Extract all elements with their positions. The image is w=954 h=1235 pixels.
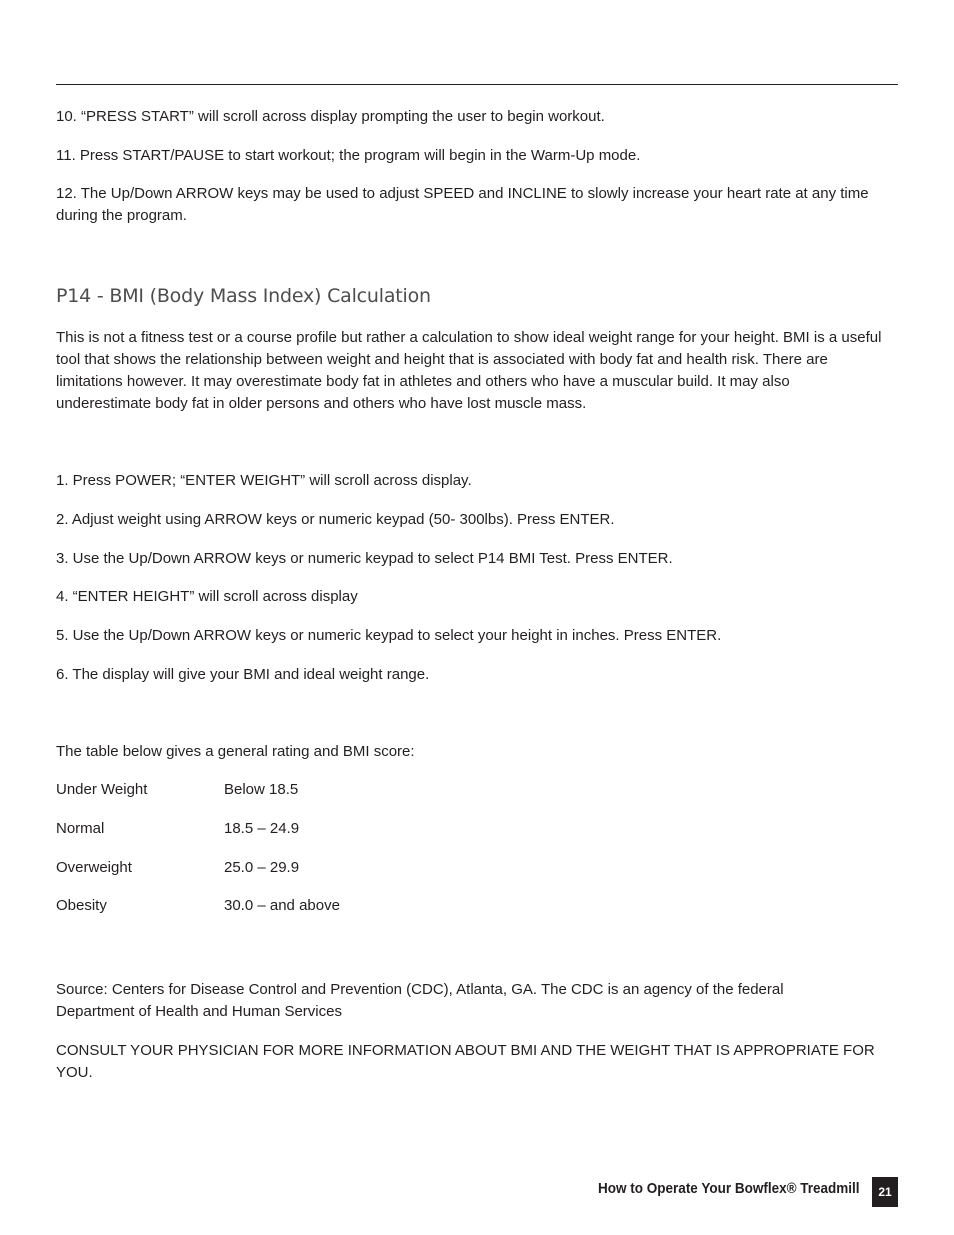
table-intro: The table below gives a general rating and BMI score: <box>56 743 415 760</box>
rating-score: 25.0 – 29.9 <box>224 859 300 876</box>
physician-note: CONSULT YOUR PHYSICIAN FOR MORE INFORMATION ABOUT BMI AND THE WEIGHT THAT IS APPROPRIATE FOR YOU. <box>56 1042 875 1081</box>
step-3: 3. Use the Up/Down ARROW keys or numeric keypad to select P14 BMI Test. Press ENTER. <box>56 550 673 567</box>
step-6: 6. The display will give your BMI and ideal weight range. <box>56 666 430 683</box>
source-note: Source: Centers for Disease Control and Prevention (CDC), Atlanta, GA. The CDC is an agency of the federal Department of Health and Human Services <box>56 981 784 1020</box>
footer-title: How to Operate Your Bowflex® Treadmill <box>598 1180 860 1197</box>
rating-label: Overweight <box>56 859 132 876</box>
rating-label: Under Weight <box>56 781 148 798</box>
rating-score: 18.5 – 24.9 <box>224 820 300 837</box>
step-4: 4. “ENTER HEIGHT” will scroll across display <box>56 588 358 605</box>
step-12: 12. The Up/Down ARROW keys may be used to adjust SPEED and INCLINE to slowly increase your heart rate at any time during the program. <box>56 185 869 224</box>
step-10: 10. “PRESS START” will scroll across display prompting the user to begin workout. <box>56 108 605 125</box>
section-title: P14 - BMI (Body Mass Index) Calculation <box>56 285 431 307</box>
bmi-intro-paragraph: This is not a fitness test or a course profile but rather a calculation to show ideal weight range for your height. BMI is a useful tool that shows the relationship between weight and height that is associated with body fat and health risk. There are limitations however. It may overestimate body fat in athletes and others who have a muscular build. It may also underestimate body fat in older persons and others who have lost muscle mass. <box>56 329 882 412</box>
rating-score: 30.0 – and above <box>224 897 340 914</box>
page-number: 21 <box>872 1177 898 1207</box>
step-11: 11. Press START/PAUSE to start workout; the program will begin in the Warm-Up mode. <box>56 147 641 164</box>
step-1: 1. Press POWER; “ENTER WEIGHT” will scroll across display. <box>56 472 472 489</box>
header-rule <box>56 84 898 85</box>
rating-label: Normal <box>56 820 105 837</box>
rating-label: Obesity <box>56 897 107 914</box>
step-2: 2. Adjust weight using ARROW keys or numeric keypad (50- 300lbs). Press ENTER. <box>56 511 615 528</box>
rating-score: Below 18.5 <box>224 781 299 798</box>
step-5: 5. Use the Up/Down ARROW keys or numeric keypad to select your height in inches. Press ENTER. <box>56 627 722 644</box>
